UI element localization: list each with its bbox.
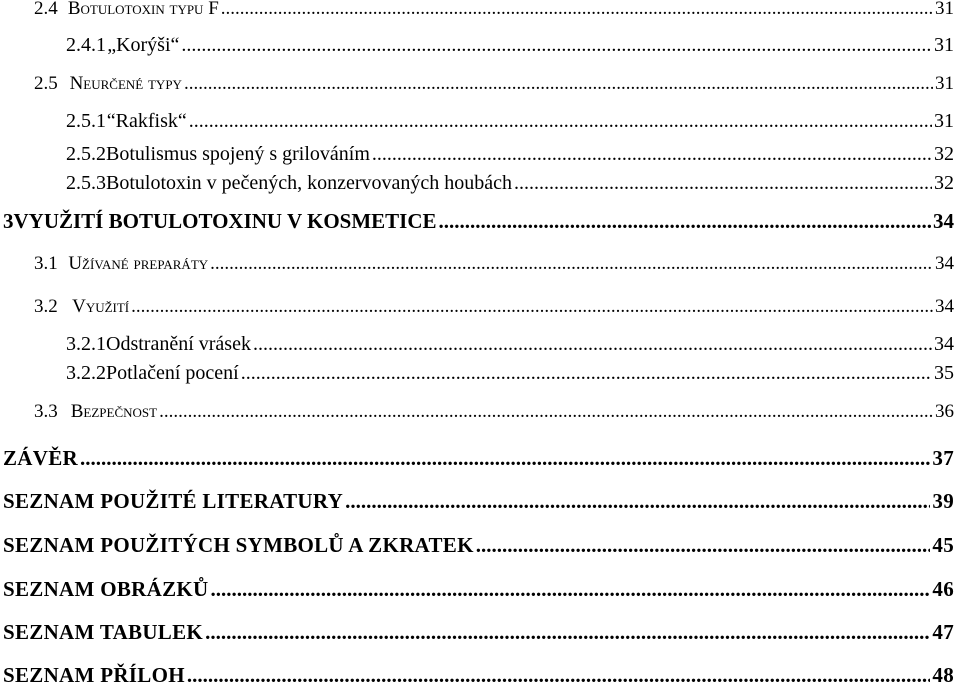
dot-leader <box>210 253 933 275</box>
toc-entry-number: 3 <box>3 209 14 233</box>
toc-entry-number: 2.5 <box>34 73 58 94</box>
dot-leader <box>221 0 933 20</box>
toc-entry-page: 47 <box>932 620 954 644</box>
toc-entry[interactable] <box>66 110 954 140</box>
toc-entry-page: 31 <box>935 73 954 94</box>
toc-entry-page: 34 <box>935 296 954 317</box>
toc-entry[interactable] <box>3 489 954 519</box>
toc-entry-page: 31 <box>934 34 954 56</box>
toc-entry-page: 37 <box>932 446 954 470</box>
toc-entry-page: 32 <box>934 172 954 194</box>
dot-leader <box>184 73 933 95</box>
toc-entry-title: Využití <box>72 296 130 317</box>
toc-entry-page: 34 <box>933 209 954 233</box>
toc-entry[interactable] <box>3 620 954 650</box>
dot-leader <box>476 533 931 558</box>
toc-entry[interactable] <box>66 143 954 173</box>
toc-entry-page: 48 <box>932 663 954 687</box>
toc-entry-title: SEZNAM POUŽITÉ LITERATURY <box>3 489 344 513</box>
toc-entry-page: 45 <box>932 533 954 557</box>
toc-entry-page: 46 <box>932 577 954 601</box>
toc-entry[interactable] <box>66 34 954 64</box>
toc-entry-page: 36 <box>935 401 954 422</box>
toc-entry-title: VYUŽITÍ BOTULOTOXINU V KOSMETICE <box>13 209 437 233</box>
toc-entry[interactable] <box>34 253 954 283</box>
toc-entry-title: Botulismus spojený s grilováním <box>106 143 370 165</box>
toc-entry-page: 31 <box>934 110 954 132</box>
toc-entry[interactable] <box>34 401 954 431</box>
toc-entry-page: 39 <box>932 489 954 513</box>
toc-entry-title: SEZNAM POUŽITÝCH SYMBOLŮ A ZKRATEK <box>3 533 474 557</box>
toc-entry-title: Botulotoxin v pečených, konzervovaných houbách <box>106 172 512 194</box>
dot-leader <box>345 489 930 514</box>
toc-entry-title: Odstranění vrásek <box>106 333 251 355</box>
dot-leader <box>80 446 930 471</box>
toc-entry-number: 3.2.2 <box>66 362 106 384</box>
toc-entry-number: 3.3 <box>34 401 58 422</box>
toc-entry-title: Bezpečnost <box>70 401 158 422</box>
toc-entry-number: 3.1 <box>34 253 58 274</box>
dot-leader <box>372 143 932 166</box>
toc-entry-title: „Korýši“ <box>107 34 180 56</box>
toc-entry-number: 2.5.2 <box>66 143 106 165</box>
toc-entry[interactable] <box>34 296 954 326</box>
toc-entry[interactable] <box>66 172 954 202</box>
toc-entry[interactable] <box>34 73 954 103</box>
dot-leader <box>181 34 932 57</box>
toc-entry-number: 3.2.1 <box>66 333 106 355</box>
dot-leader <box>253 333 932 356</box>
toc-entry-number: 2.4 <box>34 0 58 19</box>
toc-entry[interactable] <box>3 209 954 239</box>
dot-leader <box>514 172 932 195</box>
dot-leader <box>205 620 930 645</box>
dot-leader <box>241 362 932 385</box>
toc-entry-title: Potlačení pocení <box>106 362 239 384</box>
dot-leader <box>210 577 930 602</box>
toc-entry[interactable] <box>66 362 954 392</box>
toc-entry[interactable] <box>3 663 954 693</box>
toc-entry-number: 2.5.3 <box>66 172 106 194</box>
dot-leader <box>159 401 933 423</box>
dot-leader <box>131 296 933 318</box>
toc-entry[interactable] <box>3 446 954 476</box>
toc-entry[interactable] <box>34 0 954 28</box>
toc-entry-title: Botulotoxin typu F <box>67 0 219 19</box>
dot-leader <box>187 663 931 688</box>
toc-entry-title: SEZNAM TABULEK <box>3 620 204 644</box>
toc-entry[interactable] <box>66 333 954 363</box>
toc-entry[interactable] <box>3 577 954 607</box>
toc-entry-number: 2.4.1 <box>66 34 106 56</box>
toc-entry-title: Užívané preparáty <box>68 253 209 274</box>
toc-entry-title: SEZNAM PŘÍLOH <box>3 663 185 687</box>
dot-leader <box>189 110 932 133</box>
toc-entry-title: Neurčené typy <box>69 73 182 94</box>
dot-leader <box>439 209 931 234</box>
toc-entry-number: 2.5.1 <box>66 110 106 132</box>
toc-entry-number: 3.2 <box>34 296 58 317</box>
toc-entry[interactable] <box>3 533 954 563</box>
toc-entry-title: ZÁVĚR <box>3 446 79 470</box>
toc-entry-title: SEZNAM OBRÁZKŮ <box>3 577 209 601</box>
toc-entry-page: 34 <box>934 333 954 355</box>
toc-entry-page: 31 <box>935 0 954 19</box>
toc-entry-page: 32 <box>934 143 954 165</box>
toc-entry-title: “Rakfisk“ <box>106 110 187 132</box>
toc-entry-page: 35 <box>934 362 954 384</box>
toc-entry-page: 34 <box>935 253 954 274</box>
